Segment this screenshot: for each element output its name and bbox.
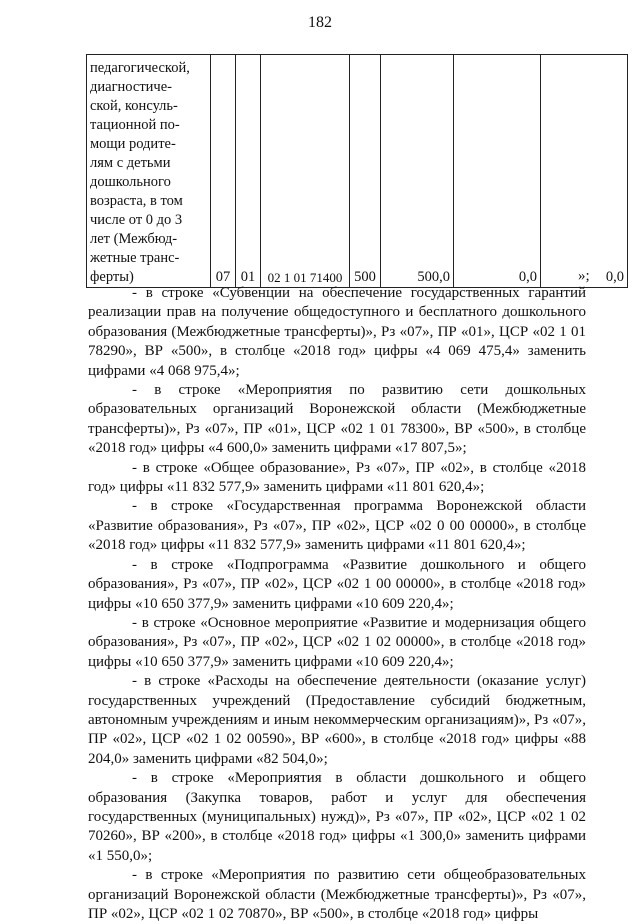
amendments-body xyxy=(88,284,586,924)
name-line: ферты) xyxy=(90,269,134,285)
rz-cell: 07 xyxy=(211,55,236,288)
vr-cell: 500 xyxy=(350,55,381,288)
name-line: педагогической, xyxy=(90,60,190,76)
name-line: тационной по- xyxy=(90,117,180,133)
pr-cell: 01 xyxy=(236,55,261,288)
closing-quote: »; xyxy=(578,268,590,284)
amendment-paragraph: - в строке «Общее образование», Рз «07», ПР «02», в столбце «2018 год» цифры «11 832 577,9» заменить цифрами «11 801 620,4»; xyxy=(88,459,586,496)
name-line: жетные транс- xyxy=(90,250,180,266)
expense-name-cell xyxy=(87,55,211,288)
amount-2018-cell: 500,0 xyxy=(381,55,454,288)
name-line: мощи родите- xyxy=(90,136,176,152)
amendment-paragraph: - в строке «Субвенции на обеспечение государственных гарантий реализации прав на получение общедоступного и бесплатного дошкольного образования (Межбюджетные трансферты)», Рз «07», ПР «01», ЦСР «02 1 01 78290», ВР «500», в столбце «2018 год» цифры «4 069 475,4» заменить цифрами «4 068 975,4»; xyxy=(88,285,586,379)
amendment-paragraph: - в строке «Основное мероприятие «Развитие и модернизация общего образования», Рз «07», ПР «02», ЦСР «02 1 02 00000», в столбце «2018 год» цифры «10 650 377,9» заменить цифрами «10 609 220,4»; xyxy=(88,614,586,670)
table-row xyxy=(87,55,628,288)
amendment-paragraph: - в строке «Мероприятия в области дошкольного и общего образования (Закупка товаров, работ и услуг для обеспечения государственных (муниципальных) нужд)», Рз «07», ПР «02», ЦСР «02 1 02 70260», ВР «200», в столбце «2018 год» цифры «1 300,0» заменить цифрами «1 550,0»; xyxy=(88,770,586,864)
name-line: диагностиче- xyxy=(90,79,172,95)
amendment-paragraph: - в строке «Мероприятия по развитию сети дошкольных образовательных организаций Воронежской области (Межбюджетные трансферты)», Рз «07», ПР «01», ЦСР «02 1 01 78300», ВР «500», в столбце «2018 год» цифры «4 600,0» заменить цифрами «17 807,5»; xyxy=(88,382,586,457)
amendment-paragraph: - в строке «Подпрограмма «Развитие дошкольного и общего образования», Рз «07», ПР «02», ЦСР «02 1 00 00000», в столбце «2018 год» цифры «10 650 377,9» заменить цифрами «10 609 220,4»; xyxy=(88,556,586,612)
budget-table xyxy=(86,54,628,288)
name-line: числе от 0 до 3 xyxy=(90,212,183,228)
amendment-paragraph: - в строке «Расходы на обеспечение деятельности (оказание услуг) государственных учреждений (Предоставление субсидий бюджетным, автономным учреждениям и иным некоммерческим организациям)», Рз «07», ПР «02», ЦСР «02 1 02 00590», ВР «600», в столбце «2018 год» цифры «88 204,0» заменить цифрами «82 504,0»; xyxy=(88,673,586,767)
name-line: дошкольного xyxy=(90,174,171,190)
amount-2019-cell: 0,0 xyxy=(454,55,541,288)
amendment-paragraph: - в строке «Мероприятия по развитию сети общеобразовательных организаций Воронежской области (Межбюджетные трансферты)», Рз «07», ПР «02», ЦСР «02 1 02 70870», ВР «500», в столбце «2018 год» цифры xyxy=(88,867,586,922)
name-line: лям с детьми xyxy=(90,155,171,171)
amendment-paragraph: - в строке «Государственная программа Воронежской области «Развитие образования», Рз «07», ПР «02», ЦСР «02 0 00 00000», в столбце «2018 год» цифры «11 832 577,9» заменить цифрами «11 801 620,4»; xyxy=(88,498,586,554)
name-line: лет (Межбюд- xyxy=(90,231,178,247)
name-line: возраста, в том xyxy=(90,193,183,209)
amount-2020-cell: 0,0 xyxy=(541,55,628,288)
page-number: 182 xyxy=(308,14,332,31)
csr-cell: 02 1 01 71400 xyxy=(261,55,350,288)
name-line: ской, консуль- xyxy=(90,98,178,114)
